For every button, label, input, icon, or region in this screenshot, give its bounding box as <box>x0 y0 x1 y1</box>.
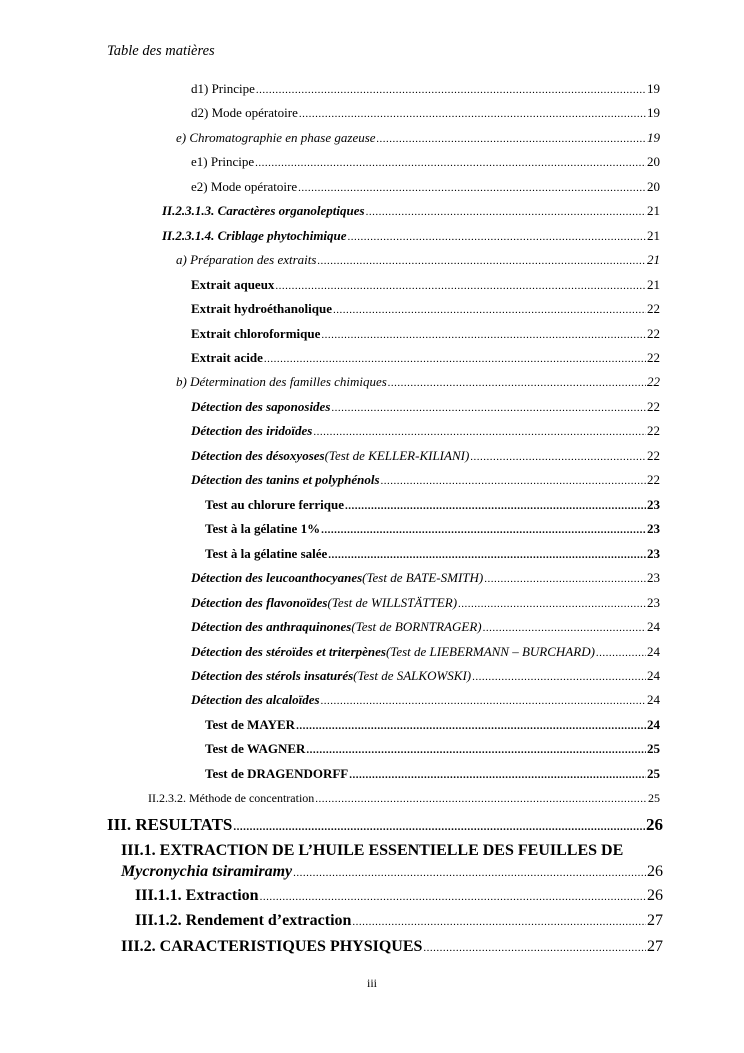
toc-entry[interactable] <box>191 399 660 416</box>
toc-entry[interactable] <box>191 301 660 318</box>
toc-entry-page: 19 <box>647 81 660 96</box>
toc-entry-subtitle: (Test de BORNTRAGER) <box>351 619 482 634</box>
toc-entry[interactable] <box>162 203 660 220</box>
toc-leader <box>423 937 646 958</box>
toc-entry-title: d2) Mode opératoire <box>191 105 298 120</box>
toc-entry-title: Détection des saponosides <box>191 399 331 414</box>
toc-entry-page: 21 <box>647 203 660 218</box>
toc-leader <box>331 399 646 416</box>
toc-entry-page: 24 <box>647 644 660 659</box>
toc-entry-page: 19 <box>647 105 660 120</box>
toc-entry-page: 23 <box>647 546 660 561</box>
toc-entry-title: Détection des alcaloïdes <box>191 692 320 707</box>
toc-leader <box>296 717 646 734</box>
toc-entry-page: 22 <box>647 350 660 365</box>
toc-entry-title: Détection des stérols insaturés <box>191 668 354 683</box>
toc-entry-subtitle: (Test de SALKOWSKI) <box>353 668 472 683</box>
toc-leader <box>298 179 646 196</box>
toc-entry-subtitle: (Test de WILLSTÄTTER) <box>327 595 458 610</box>
toc-entry[interactable] <box>176 374 660 391</box>
toc-entry-title: III. RESULTATS <box>107 815 233 834</box>
toc-entry-page: 21 <box>647 252 660 267</box>
toc-leader <box>484 570 646 587</box>
toc-entry-page: 23 <box>647 570 660 585</box>
toc-entry-page: 24 <box>647 668 660 683</box>
toc-leader <box>388 374 646 391</box>
toc-entry-page: 27 <box>647 938 663 955</box>
toc-leader <box>321 521 646 538</box>
toc-entry[interactable] <box>205 741 660 758</box>
toc-entry-title: Détection des désoxyoses <box>191 448 325 463</box>
toc-entry-section[interactable] <box>121 841 663 860</box>
toc-leader <box>348 228 646 245</box>
toc-entry-title: III.1.1. Extraction <box>135 887 259 904</box>
toc-entry-section[interactable] <box>121 937 663 958</box>
toc-leader <box>321 326 646 343</box>
toc-entry-page: 22 <box>647 326 660 341</box>
toc-entry-page: 22 <box>647 423 660 438</box>
toc-entry-page: 23 <box>647 521 660 536</box>
toc-leader <box>349 766 646 783</box>
toc-entry[interactable] <box>162 228 660 245</box>
toc-entry-title: d1) Principe <box>191 81 255 96</box>
toc-entry-title: Détection des tanins et polyphénols <box>191 472 380 487</box>
toc-entry-title: Détection des anthraquinones <box>191 619 352 634</box>
page-number: iii <box>366 976 377 990</box>
toc-entry-page: 22 <box>647 374 660 389</box>
toc-entry-page: 23 <box>647 595 660 610</box>
toc-entry[interactable] <box>191 692 660 709</box>
toc-entry-page: 20 <box>647 179 660 194</box>
toc-entry-page: 21 <box>647 228 660 243</box>
toc-entry-page: 24 <box>647 692 660 707</box>
toc-entry-page: 25 <box>647 741 660 756</box>
toc-leader <box>275 277 646 294</box>
toc-entry[interactable] <box>205 546 660 563</box>
toc-entry-page: 24 <box>647 717 660 732</box>
toc-entry-title: II.2.3.1.3. Caractères organoleptiques <box>162 203 365 218</box>
toc-entry-page: 25 <box>647 766 660 781</box>
toc-leader <box>381 472 647 489</box>
toc-entry[interactable] <box>191 570 660 587</box>
toc-entry-title: II.2.3.1.4. Criblage phytochimique <box>162 228 347 243</box>
toc-entry-chapter[interactable] <box>107 815 663 837</box>
toc-leader <box>328 546 646 563</box>
toc-entry-title: III.2. CARACTERISTIQUES PHYSIQUES <box>121 938 423 955</box>
toc-entry[interactable] <box>205 766 660 783</box>
toc-entry-subtitle: (Test de KELLER-KILIANI) <box>324 448 470 463</box>
toc-entry-title: e) Chromatographie en phase gazeuse <box>176 130 376 145</box>
toc-entry[interactable] <box>191 619 660 636</box>
toc-entry-title: Détection des flavonoïdes <box>191 595 328 610</box>
toc-entry[interactable] <box>191 423 660 440</box>
toc-leader <box>264 350 646 367</box>
toc-entry-page: 25 <box>648 791 660 805</box>
toc-entry-page: 26 <box>646 815 663 834</box>
toc-leader <box>299 105 646 122</box>
toc-entry-page: 21 <box>647 277 660 292</box>
toc-entry[interactable] <box>135 886 663 907</box>
toc-entry-subtitle: (Test de LIEBERMANN – BURCHARD) <box>385 644 595 659</box>
toc-entry[interactable] <box>191 448 660 465</box>
toc-entry[interactable] <box>176 252 660 269</box>
toc-entry-title: b) Détermination des familles chimiques <box>176 374 387 389</box>
toc-entry-page: 26 <box>647 863 663 880</box>
toc-entry-title: Extrait chloroformique <box>191 326 321 341</box>
toc-entry-subtitle: (Test de BATE-SMITH) <box>362 570 484 585</box>
running-header: Table des matières <box>107 43 215 59</box>
toc-leader <box>313 423 646 440</box>
toc-leader <box>345 497 646 514</box>
toc-leader <box>315 790 647 807</box>
toc-leader <box>352 911 646 932</box>
toc-entry-page: 26 <box>647 887 663 904</box>
toc-entry-page: 20 <box>647 154 660 169</box>
toc-leader <box>483 619 646 636</box>
toc-entry-page: 22 <box>647 301 660 316</box>
toc-entry-title: III.1.2. Rendement d’extraction <box>135 912 352 929</box>
toc-leader <box>333 301 646 318</box>
toc-entry[interactable] <box>191 154 660 171</box>
toc-entry-title: Test de MAYER <box>205 717 296 732</box>
toc-leader <box>317 252 646 269</box>
toc-leader <box>470 448 646 465</box>
toc-entry-title: a) Préparation des extraits <box>176 252 317 267</box>
toc-entry-page: 22 <box>647 448 660 463</box>
toc-entry-title: Extrait aqueux <box>191 277 275 292</box>
toc-entry-title: II.2.3.2. Méthode de concentration <box>148 791 315 805</box>
toc-entry[interactable] <box>176 130 660 147</box>
toc-entry[interactable] <box>191 81 660 98</box>
toc-entry-page: 27 <box>647 912 663 929</box>
toc-entry-title: Détection des iridoïdes <box>191 423 313 438</box>
toc-leader <box>260 886 646 907</box>
toc-entry-title: Détection des leucoanthocyanes <box>191 570 363 585</box>
toc-entry-title: Extrait acide <box>191 350 263 365</box>
toc-entry-title: Détection des stéroïdes et triterpènes <box>191 644 386 659</box>
toc-leader <box>377 130 646 147</box>
toc-entry[interactable] <box>148 790 660 807</box>
toc-entry-title: Extrait hydroéthanolique <box>191 301 332 316</box>
toc-entry-page: 19 <box>647 130 660 145</box>
toc-entry-title: Mycronychia tsiramiramy <box>121 863 293 880</box>
toc-entry-title: Test de WAGNER <box>205 741 306 756</box>
toc-entry-title: e2) Mode opératoire <box>191 179 298 194</box>
toc-entry[interactable] <box>135 911 663 932</box>
toc-entry-page: 22 <box>647 399 660 414</box>
toc-leader <box>255 154 646 171</box>
toc-entry-title: Test de DRAGENDORFF <box>205 766 349 781</box>
toc-entry[interactable] <box>191 472 660 489</box>
toc-entry[interactable] <box>205 521 660 538</box>
toc-entry[interactable] <box>191 644 660 661</box>
toc-entry-page: 22 <box>647 472 660 487</box>
toc-entry-page: 23 <box>647 497 660 512</box>
toc-leader <box>596 644 646 661</box>
toc-entry[interactable] <box>191 105 660 122</box>
toc-entry-title: Test à la gélatine 1% <box>205 521 321 536</box>
toc-entry[interactable] <box>191 668 660 685</box>
toc-leader <box>256 81 646 98</box>
toc-entry-title: III.1. EXTRACTION DE L’HUILE ESSENTIELLE DES FEUILLES DE <box>121 842 624 859</box>
toc-leader <box>472 668 646 685</box>
toc-entry-page: 24 <box>647 619 660 634</box>
toc-leader <box>293 862 646 883</box>
toc-entry-title: Test à la gélatine salée <box>205 546 328 561</box>
toc-entry[interactable] <box>191 350 660 367</box>
toc-leader <box>321 692 646 709</box>
toc-leader <box>458 595 646 612</box>
toc-entry[interactable] <box>191 179 660 196</box>
toc-entry-section[interactable] <box>121 862 663 883</box>
toc-leader <box>306 741 646 758</box>
toc-entry[interactable] <box>191 595 660 612</box>
toc-entry[interactable] <box>205 717 660 734</box>
toc-entry-title: e1) Principe <box>191 154 255 169</box>
toc-leader <box>233 815 645 837</box>
toc-leader <box>366 203 646 220</box>
toc-entry-title: Test au chlorure ferrique <box>205 497 345 512</box>
toc-entry[interactable] <box>191 277 660 294</box>
toc-entry[interactable] <box>205 497 660 514</box>
toc-entry[interactable] <box>191 326 660 343</box>
